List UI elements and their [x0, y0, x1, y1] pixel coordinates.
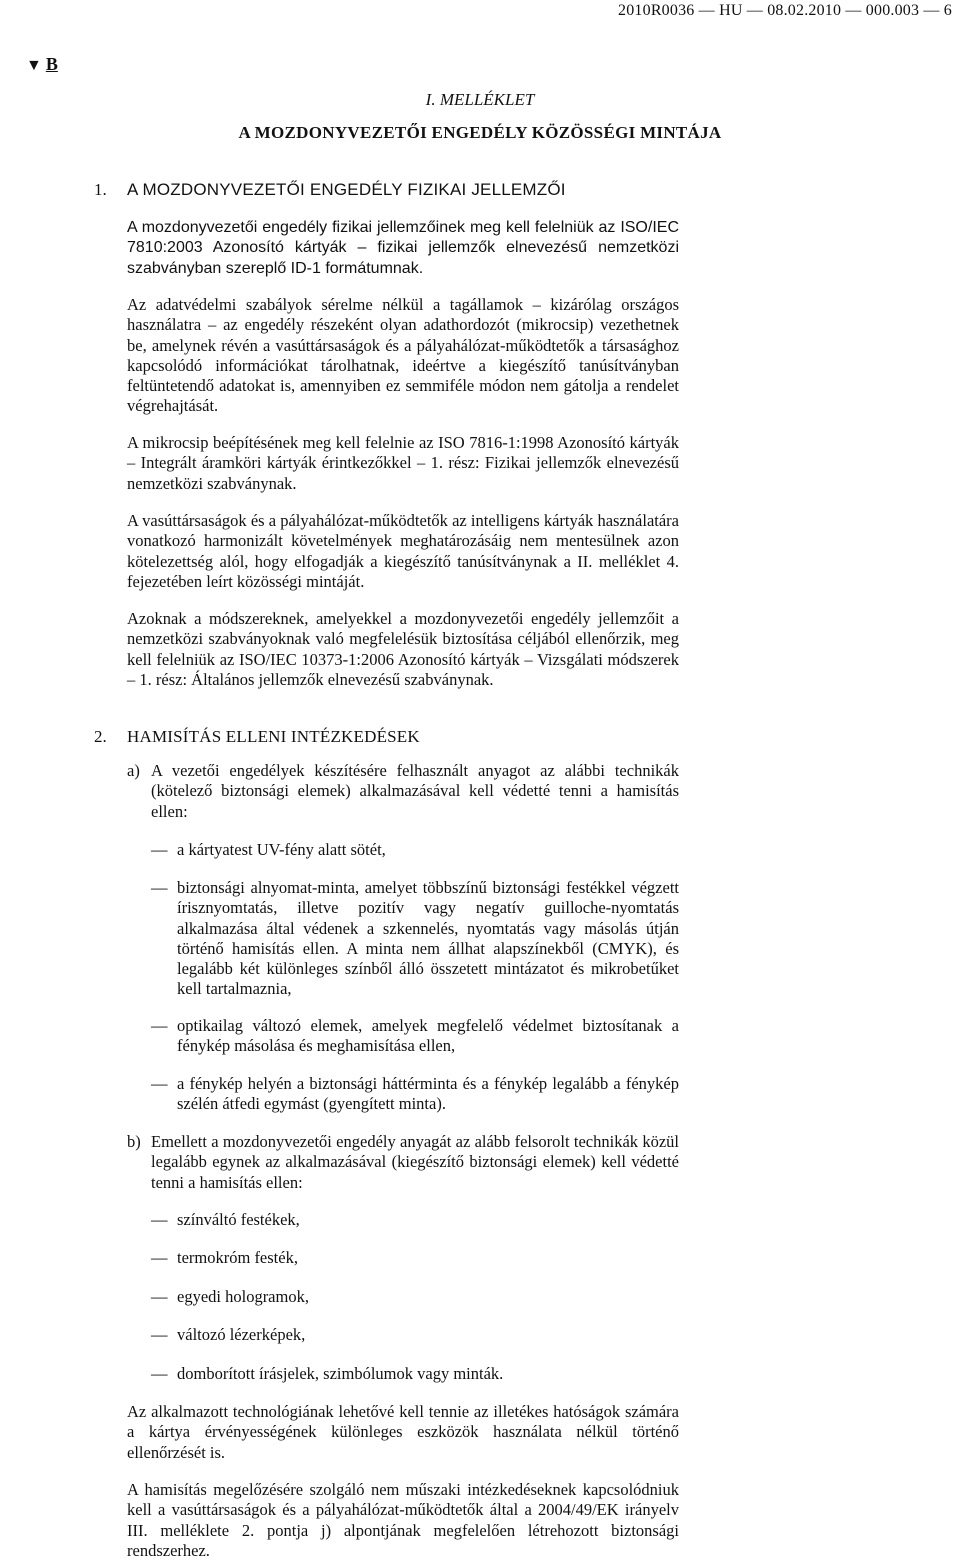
item-b-intro: Emellett a mozdonyvezetői engedély anyagát az alább felsorolt technikák közül legalább egynek az alkalmazásával (kiegészítő biztonsági elemek) kell védetté tenni a hamisítás ellen:: [151, 1132, 679, 1192]
dash-bullet: —: [151, 878, 168, 897]
list-item: a fénykép helyén a biztonsági háttérminta és a fénykép legalább a fénykép szélén átfedi egymást (gyengített minta).: [177, 1074, 679, 1114]
section-1-number: 1.: [94, 180, 107, 199]
dash-bullet: —: [151, 1210, 168, 1229]
paragraph: A vasúttársaságok és a pályahálózat-működtetők az intelligens kártyák használatára vonatkozó harmonizált követelmények meghatározásáig nem mentesülnek azon kötelezettség alól, hogy elfogadják a kiegészítő tanúsítványnak a II. melléklet 4. fejezetében leírt közösségi mintáját.: [127, 511, 679, 591]
list-item: domborított írásjelek, szimbólumok vagy minták.: [177, 1364, 504, 1383]
marker-label: B: [45, 54, 58, 74]
section-2-number: 2.: [94, 727, 107, 746]
list-item: biztonsági alnyomat-minta, amelyet többszínű biztonsági festékkel végzett írisznyomtatás, illetve pozitív vagy negatív guilloche-nyomtatás alkalmazása által védenek a szkennelés, nyomtatás vagy másolás útján történő hamisítás ellen. A minta nem állhat alapszínekből (CMYK), és legalább két különleges színből álló összetett mintázatot és mikrobetűket kell tartalmaznia,: [177, 878, 679, 999]
list-item: változó lézerképek,: [177, 1325, 306, 1344]
item-a-intro: A vezetői engedélyek készítésére felhasznált anyagot az alábbi technikák (kötelező biztonsági elemek) alkalmazásával kell védetté tenni a hamisítás ellen:: [151, 761, 679, 821]
paragraph: Az adatvédelmi szabályok sérelme nélkül a tagállamok – kizárólag országos használatra – az engedély részeként olyan adathordozót (mikrocsip) vezethetnek be, amelynek révén a vasúttársaságok és a pályahálózat-működtetők a társasághoz kapcsolódó információkat tárolhatnak, ideértve a kiegészítő tanúsítványban feltüntetendő adatokat is, amennyiben ez semmiféle módon nem gátolja a rendelet végrehajtását.: [127, 295, 679, 416]
paragraph: Azoknak a módszereknek, amelyekkel a mozdonyvezetői engedély jellemzőit a nemzetközi szabványoknak való megfelelésük biztosítása céljából ellenőrzik, meg kell felelniük az ISO/IEC 10373-1:2006 Azonosító kártyák – Vizsgálati módszerek – 1. rész: Általános jellemzők elnevezésű szabványnak.: [127, 609, 679, 689]
paragraph: A hamisítás megelőzésére szolgáló nem műszaki intézkedéseknek kapcsolódniuk kell a vasúttársaságok és a pályahálózat-működtetők által a 2004/49/EK irányelv III. melléklete 2. pontja j) alpontjának megfelelően létrehozott biztonsági rendszerhez.: [127, 1480, 679, 1560]
annex-title: A MOZDONYVEZETŐI ENGEDÉLY KÖZÖSSÉGI MINTÁJA: [238, 123, 722, 142]
document-reference-header: 2010R0036 — HU — 08.02.2010 — 000.003 — 6: [618, 2, 952, 19]
triangle-down-icon: ▼: [26, 57, 42, 74]
dash-bullet: —: [151, 1074, 168, 1093]
section-1-title: A MOZDONYVEZETŐI ENGEDÉLY FIZIKAI JELLEMZŐI: [127, 180, 566, 199]
list-item: optikailag változó elemek, amelyek megfelelő védelmet biztosítanak a fénykép másolása és meghamisítása ellen,: [177, 1016, 679, 1056]
amendment-marker: [26, 54, 58, 75]
list-item: termokróm festék,: [177, 1248, 298, 1267]
dash-bullet: —: [151, 1016, 168, 1035]
item-b-label: b): [127, 1132, 141, 1151]
paragraph: A mozdonyvezetői engedély fizikai jellemzőinek meg kell felelniük az ISO/IEC 7810:2003 Azonosító kártyák – fizikai jellemzők elnevezésű nemzetközi szabványban szereplő ID-1 formátumnak.: [127, 219, 679, 277]
paragraph: A mikrocsip beépítésének meg kell felelnie az ISO 7816-1:1998 Azonosító kártyák – Integrált áramköri kártyák érintkezőkkel – 1. rész: Fizikai jellemzők elnevezésű nemzetközi szabványnak.: [127, 433, 679, 493]
dash-bullet: —: [151, 1364, 168, 1383]
list-item: színváltó festékek,: [177, 1210, 300, 1229]
dash-bullet: —: [151, 840, 168, 859]
annex-label: I. MELLÉKLET: [425, 90, 535, 109]
list-item: a kártyatest UV-fény alatt sötét,: [177, 840, 386, 859]
dash-bullet: —: [151, 1287, 168, 1306]
item-a-label: a): [127, 761, 140, 780]
dash-bullet: —: [151, 1325, 168, 1344]
list-item: egyedi hologramok,: [177, 1287, 309, 1306]
dash-bullet: —: [151, 1248, 168, 1267]
section-2-title: HAMISÍTÁS ELLENI INTÉZKEDÉSEK: [127, 727, 420, 746]
paragraph: Az alkalmazott technológiának lehetővé kell tennie az illetékes hatóságok számára a kártya érvényességének különleges eszközök használata nélkül történő ellenőrzését is.: [127, 1402, 679, 1462]
